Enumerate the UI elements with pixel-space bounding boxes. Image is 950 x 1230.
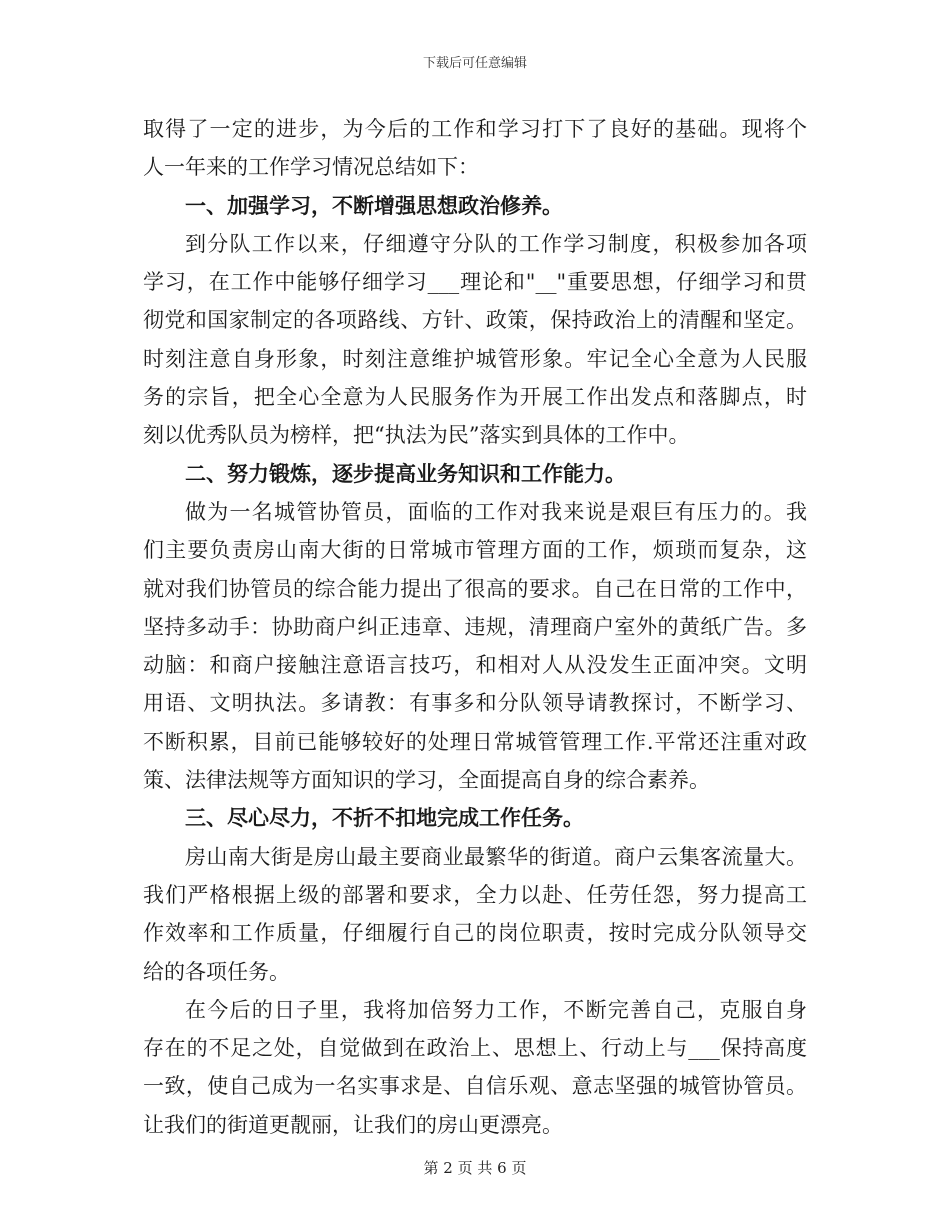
text-line: 策、法律法规等方面知识的学习，全面提高自身的综合素养。 [143,768,710,793]
text-line: 在今后的日子里，我将加倍努力工作，不断完善自己，克服自身 [185,997,807,1022]
section-heading: 三、尽心尽力，不折不扣地完成工作任务。 [185,805,584,831]
text-line: 们主要负责房山南大街的日常城市管理方面的工作，烦琐而复杂，这 [143,538,807,563]
text-line: 人一年来的工作学习情况总结如下： [143,155,479,180]
text-line: 取得了一定的进步，为今后的工作和学习打下了良好的基础。现将个 [143,117,807,141]
text-line: 房山南大街是房山最主要商业最繁华的街道。商户云集客流量大。 [185,844,807,869]
text-line: 不断积累，目前已能够较好的处理日常城管管理工作.平常还注重对政 [143,729,807,754]
text-line: 做为一名城管协管员，面临的工作对我来说是艰巨有压力的。我 [185,499,807,524]
text-line: 到分队工作以来，仔细遵守分队的工作学习制度，积极参加各项 [185,231,807,256]
text-line: 时刻注意自身形象，时刻注意维护城管形象。牢记全心全意为人民服 [143,346,807,371]
text-line: 用语、文明执法。多请教：有事多和分队领导请教探讨，不断学习、 [143,691,807,716]
document-body [143,110,807,1144]
text-line: 我们严格根据上级的部署和要求，全力以赴、任劳任怨，努力提高工 [143,882,807,907]
text-line: 让我们的街道更靓丽，让我们的房山更漂亮。 [143,1112,563,1137]
text-line: 作效率和工作质量，仔细履行自己的岗位职责，按时完成分队领导交 [143,921,807,946]
text-line: 存在的不足之处，自觉做到在政治上、思想上、行动上与___保持高度 [143,1036,807,1061]
text-line: 学习，在工作中能够仔细学习___理论和"__"重要思想，仔细学习和贯 [143,270,807,295]
text-line: 务的宗旨，把全心全意为人民服务作为开展工作出发点和落脚点，时 [143,385,807,410]
text-line: 一致，使自己成为一名实事求是、自信乐观、意志坚强的城管协管员。 [143,1074,807,1099]
text-line: 彻党和国家制定的各项路线、方针、政策，保持政治上的清醒和坚定。 [143,308,807,333]
section-heading: 二、努力锻炼，逐步提高业务知识和工作能力。 [185,460,626,486]
text-line: 动脑：和商户接触注意语言技巧，和相对人从没发生正面冲突。文明 [143,653,807,678]
text-line: 坚持多动手：协助商户纠正违章、违规，清理商户室外的黄纸广告。多 [143,614,807,639]
text-line: 给的各项任务。 [143,959,290,984]
text-line: 刻以优秀队员为榜样，把“执法为民”落实到具体的工作中。 [143,423,690,448]
page-header: 下载后可任意编辑 [422,56,527,71]
section-heading: 一、加强学习，不断增强思想政治修养。 [185,192,563,218]
text-line: 就对我们协管员的综合能力提出了很高的要求。自己在日常的工作中， [143,576,807,601]
page-footer: 第 2 页 共 6 页 [423,1159,527,1177]
